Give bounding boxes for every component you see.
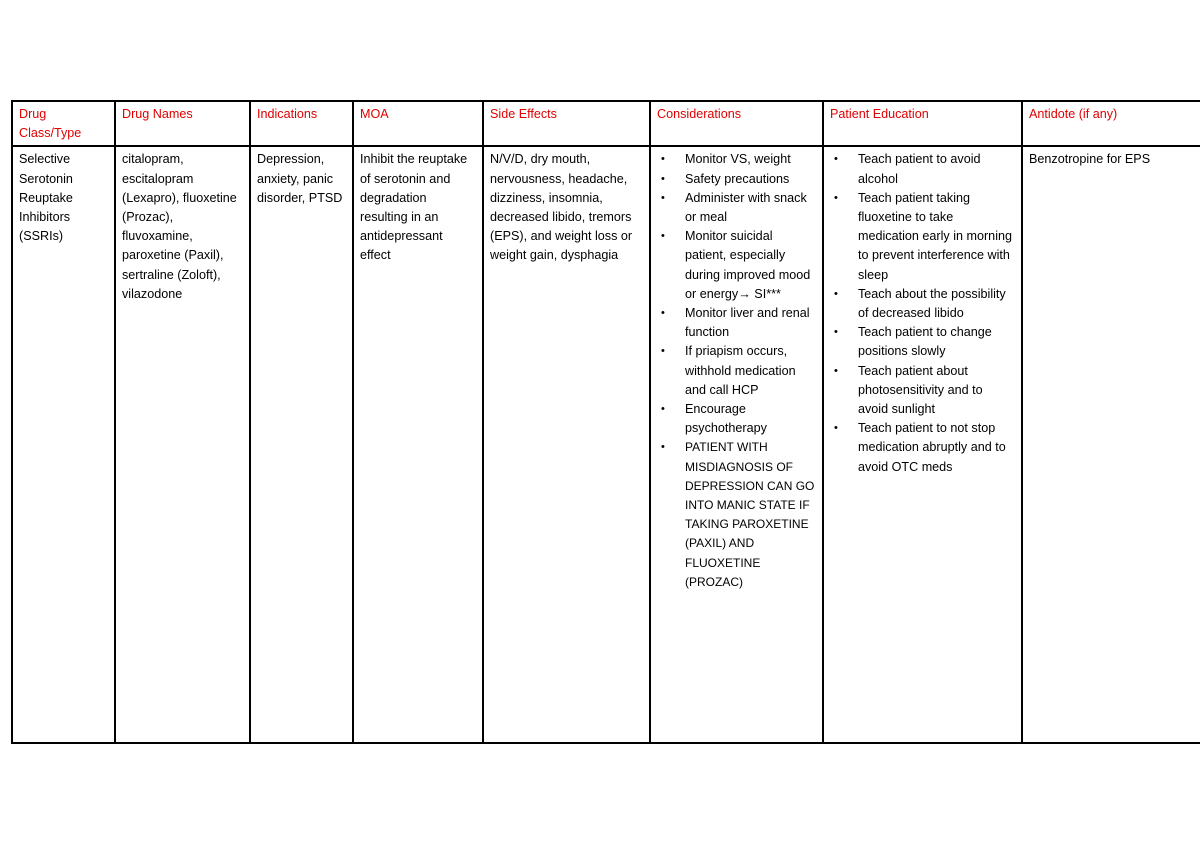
cell-moa: Inhibit the reuptake of serotonin and degradation resulting in an antidepressant effect (353, 146, 483, 743)
list-item-text: Safety precautions (685, 171, 790, 186)
list-item-text: Monitor suicidal patient, especially during improved mood or energy→ SI*** (685, 229, 811, 301)
bullet-icon: • (834, 422, 838, 435)
list-item-text: Monitor liver and renal function (685, 306, 810, 340)
table-header-row (12, 101, 1200, 146)
list-item (830, 362, 1015, 420)
list-item-text: Administer with snack or meal (685, 190, 807, 225)
list-item (830, 150, 1015, 188)
list-item-text: If priapism occurs, withhold medication and call HCP (685, 344, 796, 397)
cell-drug-names: citalopram, escitalopram (Lexapro), fluoxetine (Prozac), fluvoxamine, paroxetine (Paxil), sertraline (Zoloft), vilazodone (115, 146, 250, 743)
list-item (830, 189, 1015, 285)
table-row (12, 146, 1200, 743)
cell-indications: Depression, anxiety, panic disorder, PTSD (250, 146, 353, 743)
list-item-text: Encourage psychotherapy (685, 402, 767, 436)
list-item-text: PATIENT WITH MISDIAGNOSIS OF DEPRESSION CAN GO INTO MANIC STATE IF TAKING PAROXETINE (PAXIL) AND FLUOXETINE (PROZAC) (685, 440, 815, 589)
bullet-icon: • (661, 345, 665, 358)
header-drug-class: Drug Class/Type (12, 101, 115, 146)
bullet-icon: • (834, 326, 838, 339)
bullet-icon: • (661, 191, 665, 204)
cell-patient-education (823, 146, 1022, 743)
list-item-text: Teach patient about photosensitivity and to avoid sunlight (858, 363, 983, 417)
cell-antidote: Benzotropine for EPS (1022, 146, 1200, 743)
list-item (657, 170, 816, 189)
cell-considerations (650, 146, 823, 743)
bullet-icon: • (661, 441, 665, 454)
header-moa: MOA (353, 101, 483, 146)
list-item-text: Teach patient taking fluoxetine to take medication early in morning to prevent interference with sleep (858, 190, 1012, 282)
bullet-icon: • (661, 172, 665, 185)
cell-drug-class: Selective Serotonin Reuptake Inhibitors (SSRIs) (12, 146, 115, 743)
list-item-text: Teach patient to change positions slowly (858, 325, 992, 359)
list-item (657, 304, 816, 342)
cell-side-effects: N/V/D, dry mouth, nervousness, headache, dizziness, insomnia, decreased libido, tremors (EPS), and weight loss or weight gain, dysphagia (483, 146, 650, 743)
list-item (657, 400, 816, 438)
patient-education-list (830, 150, 1015, 476)
list-item (830, 323, 1015, 361)
bullet-icon: • (834, 287, 838, 300)
list-item (830, 419, 1015, 477)
list-item (657, 150, 816, 169)
bullet-icon: • (834, 153, 838, 166)
list-item (830, 285, 1015, 323)
list-item (657, 438, 816, 592)
header-drug-names: Drug Names (115, 101, 250, 146)
bullet-icon: • (661, 153, 665, 166)
bullet-icon: • (834, 364, 838, 377)
list-item-text: Monitor VS, weight (685, 152, 791, 167)
header-side-effects: Side Effects (483, 101, 650, 146)
list-item (657, 227, 816, 304)
bullet-icon: • (661, 403, 665, 416)
bullet-icon: • (661, 230, 665, 243)
list-item-text: Teach patient to not stop medication abruptly and to avoid OTC meds (858, 421, 1006, 474)
header-patient-education: Patient Education (823, 101, 1022, 146)
bullet-icon: • (661, 307, 665, 320)
considerations-list (657, 150, 816, 592)
drug-table (11, 100, 1200, 744)
list-item-text: Teach about the possibility of decreased libido (858, 286, 1006, 321)
header-considerations: Considerations (650, 101, 823, 146)
list-item-text: Teach patient to avoid alcohol (858, 152, 981, 186)
list-item (657, 342, 816, 400)
bullet-icon: • (834, 191, 838, 204)
list-item (657, 189, 816, 227)
header-antidote: Antidote (if any) (1022, 101, 1200, 146)
header-indications: Indications (250, 101, 353, 146)
